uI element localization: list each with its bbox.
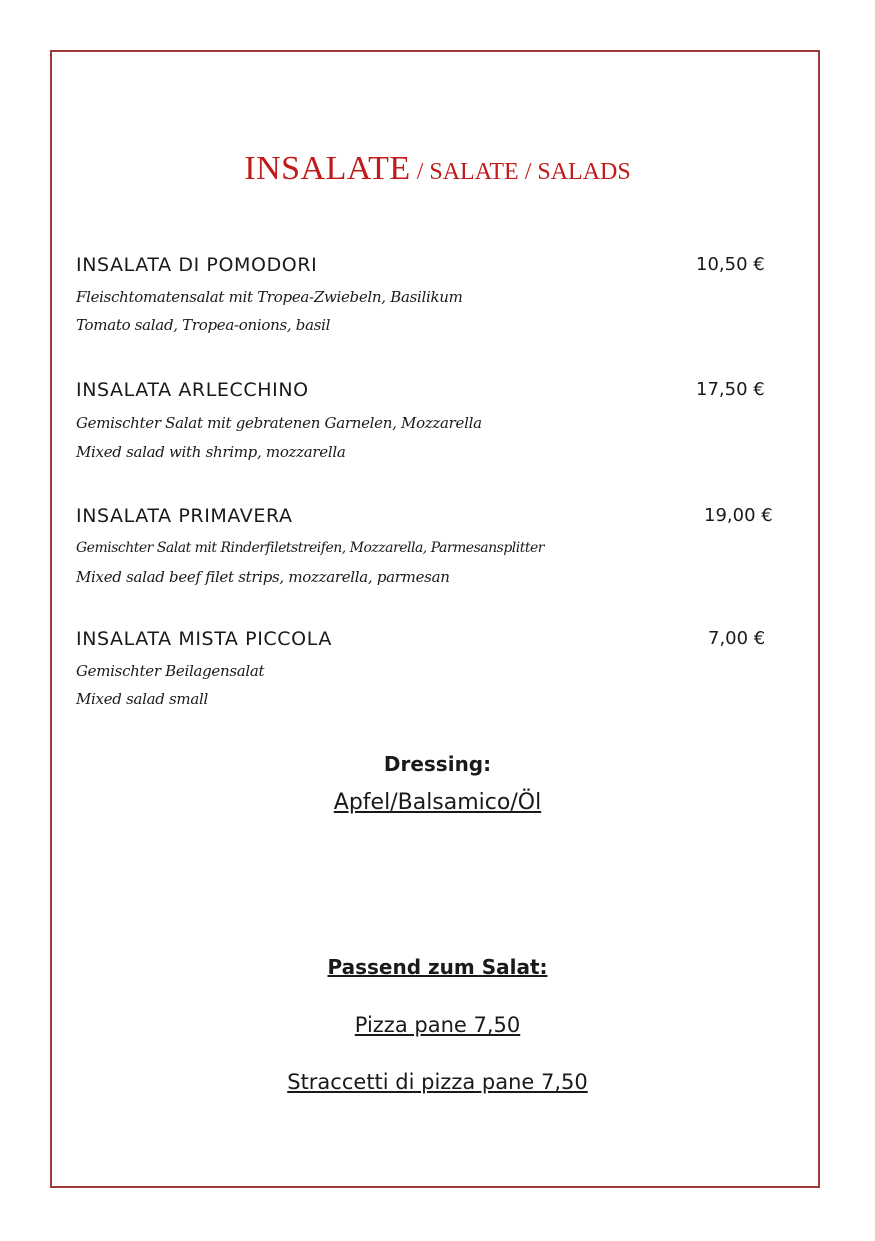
menu-item-description-en: Mixed salad beef filet strips, mozzarella, parmesan: [76, 568, 450, 586]
title-main: INSALATE: [244, 150, 411, 187]
dressing-options: Apfel/Balsamico/Öl: [333, 790, 542, 815]
menu-item-name: INSALATA MISTA PICCOLA: [76, 628, 332, 650]
side-item-straccetti: Straccetti di pizza pane 7,50: [287, 1070, 588, 1094]
menu-item-price: 17,50 €: [696, 379, 765, 400]
side-suggestions-heading: Passend zum Salat:: [327, 955, 548, 979]
menu-item-description-de: Gemischter Salat mit gebratenen Garnelen, Mozzarella: [76, 414, 482, 432]
menu-item-description-de: Fleischtomatensalat mit Tropea-Zwiebeln, Basilikum: [76, 288, 463, 306]
menu-item-description-en: Tomato salad, Tropea-onions, basil: [76, 316, 331, 334]
menu-item-price: 10,50 €: [696, 254, 765, 275]
dressing-label: Dressing:: [383, 752, 492, 776]
menu-item-price: 19,00 €: [704, 505, 773, 526]
menu-item-description-de: Gemischter Salat mit Rinderfiletstreifen, Mozzarella, Parmesansplitter: [76, 540, 544, 556]
menu-item-name: INSALATA ARLECCHINO: [76, 379, 309, 401]
menu-item-name: INSALATA PRIMAVERA: [76, 505, 293, 527]
menu-item-description-en: Mixed salad small: [76, 690, 208, 708]
menu-item-name: INSALATA DI POMODORI: [76, 254, 318, 276]
menu-item-description-en: Mixed salad with shrimp, mozzarella: [76, 443, 346, 461]
menu-item-price: 7,00 €: [708, 628, 766, 649]
page-title: [0, 150, 875, 188]
title-subtitle: / SALATE / SALADS: [410, 159, 631, 185]
side-item-pizza-pane: Pizza pane 7,50: [354, 1013, 521, 1037]
menu-item-description-de: Gemischter Beilagensalat: [76, 662, 265, 680]
